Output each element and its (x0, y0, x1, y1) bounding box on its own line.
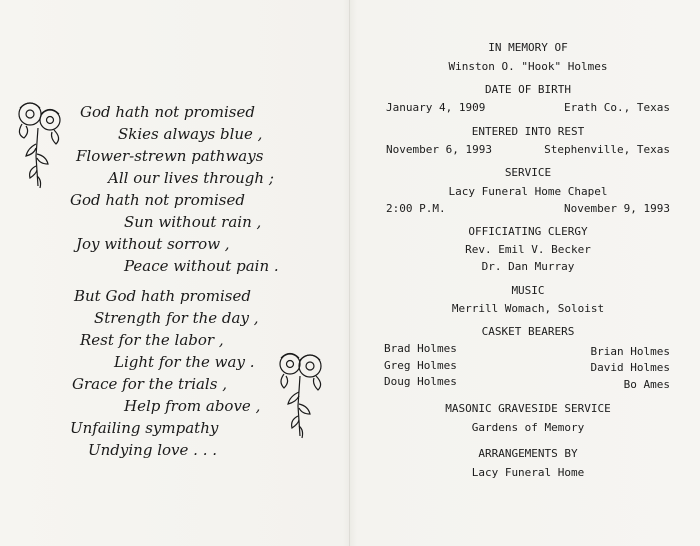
service-heading: SERVICE (504, 166, 552, 179)
graveside-place: Gardens of Memory (471, 421, 585, 434)
bearer-name: David Holmes (590, 361, 670, 374)
poem-line: Peace without pain . (124, 257, 279, 275)
poem-line: God hath not promised (80, 103, 255, 121)
poem-line: Joy without sorrow , (76, 235, 230, 253)
rest-place: Stephenville, Texas (544, 143, 670, 156)
bearer-name: Brad Holmes (384, 342, 457, 355)
memorial-heading: IN MEMORY OF (488, 41, 568, 54)
poem-line: Strength for the day , (94, 309, 259, 327)
flower-illustration-top (8, 96, 68, 192)
center-fold (349, 0, 350, 546)
arrangements-heading: ARRANGEMENTS BY (478, 447, 578, 460)
poem-line: All our lives through ; (108, 169, 274, 187)
poem-line: Undying love . . . (88, 441, 217, 459)
poem-line: Skies always blue , (118, 125, 263, 143)
rest-date: November 6, 1993 (386, 143, 492, 156)
graveside-heading: MASONIC GRAVESIDE SERVICE (445, 402, 611, 415)
flower-illustration-bottom (272, 346, 332, 440)
bearers-heading: CASKET BEARERS (481, 325, 575, 338)
bearer-name: Greg Holmes (384, 359, 457, 372)
poem-line: Light for the way . (114, 353, 255, 371)
bearer-name: Bo Ames (623, 378, 670, 391)
arrangements-by: Lacy Funeral Home (471, 466, 585, 479)
service-date: November 9, 1993 (564, 202, 670, 215)
poem-line: Flower-strewn pathways (76, 147, 264, 165)
deceased-name: Winston O. "Hook" Holmes (448, 60, 608, 73)
music-performer: Merrill Womach, Soloist (451, 302, 605, 315)
birth-place: Erath Co., Texas (564, 101, 670, 114)
poem-line: Sun without rain , (124, 213, 262, 231)
music-heading: MUSIC (511, 284, 545, 297)
memorial-details (378, 0, 678, 546)
poem-line: Help from above , (124, 397, 261, 415)
rest-heading: ENTERED INTO REST (471, 125, 585, 138)
poem-line: Rest for the labor , (80, 331, 224, 349)
poem-line: But God hath promised (74, 287, 251, 305)
bearer-name: Brian Holmes (590, 345, 670, 358)
clergy-heading: OFFICIATING CLERGY (468, 225, 588, 238)
bearer-name: Doug Holmes (384, 375, 457, 388)
service-place: Lacy Funeral Home Chapel (448, 185, 608, 198)
poem-line: Grace for the trials , (72, 375, 227, 393)
poem-line: Unfailing sympathy (70, 419, 219, 437)
birth-heading: DATE OF BIRTH (484, 83, 572, 96)
clergy-name: Rev. Emil V. Becker (465, 243, 591, 256)
clergy-name: Dr. Dan Murray (481, 260, 575, 273)
birth-date: January 4, 1909 (386, 101, 486, 114)
poem-line: God hath not promised (70, 191, 245, 209)
service-time: 2:00 P.M. (386, 202, 446, 215)
